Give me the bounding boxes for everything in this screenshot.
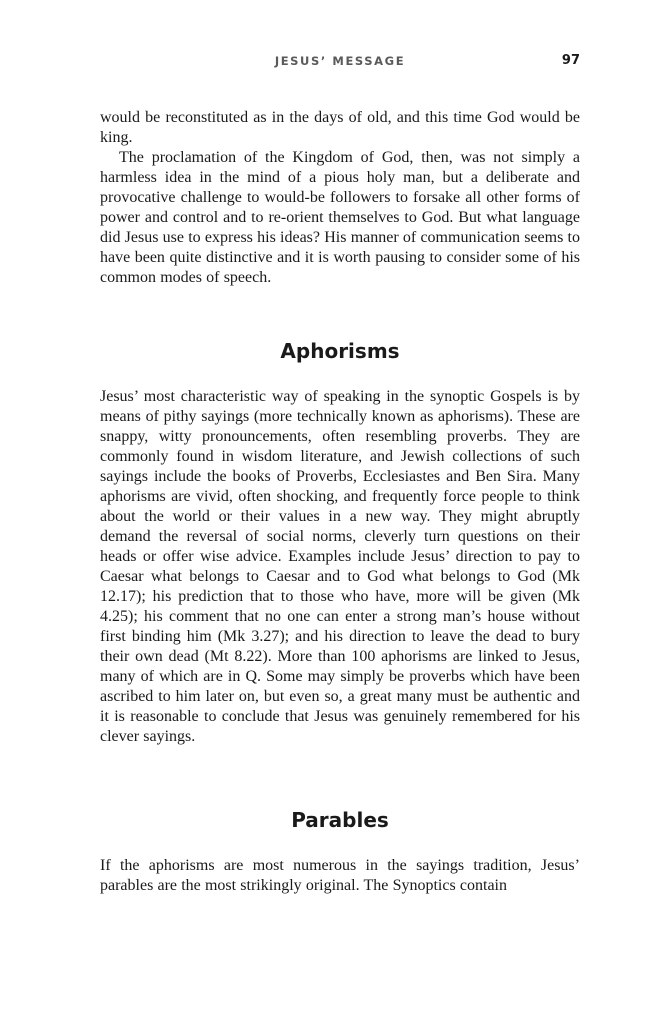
parables-text xyxy=(100,856,580,896)
aphorisms-text xyxy=(100,387,580,747)
body-paragraph: The proclamation of the Kingdom of God, then, was not simply a harmless idea in the mind of a pious holy man, but a deliberate and provocative challenge to would-be followers to forsake all other forms of power and control and to re-orient themselves to God. But what language did Jesus use to express his ideas? His manner of communication seems to have been quite distinctive and it is worth pausing to consider some of his common modes of speech. xyxy=(100,149,580,286)
opening-text xyxy=(100,108,580,288)
page-number: 97 xyxy=(561,53,580,68)
body-paragraph: If the aphorisms are most numerous in the sayings tradition, Jesus’ parables are the most strikingly original. The Synoptics contain xyxy=(100,857,580,894)
body-paragraph: Jesus’ most characteristic way of speaking in the synoptic Gospels is by means of pithy sayings (more technically known as aphorisms). These are snappy, witty pronouncements, often resembling proverbs. They are commonly found in wisdom literature, and Jewish collections of such sayings include the books of Proverbs, Ecclesiastes and Ben Sira. Many aphorisms are vivid, often shocking, and frequently force people to think about the world or their values in a new way. They might abruptly demand the reversal of social norms, cleverly turn questions on their heads or offer wise advice. Examples include Jesus’ direction to pay to Caesar what belongs to Caesar and to God what belongs to God (Mk 12.17); his prediction that to those who have, more will be given (Mk 4.25); his comment that no one can enter a strong man’s house without first binding him (Mk 3.27); and his direction to leave the dead to bury their own dead (Mt 8.22). More than 100 aphorisms are linked to Jesus, many of which are in Q. Some may simply be proverbs which have been ascribed to him later on, but even so, a great many must be authentic and it is reasonable to conclude that Jesus was genuinely remembered for his clever sayings. xyxy=(100,388,580,745)
section-heading-aphorisms: Aphorisms xyxy=(280,339,400,363)
continuation-paragraph: would be reconstituted as in the days of old, and this time God would be king. xyxy=(100,109,580,146)
running-title: JESUS’ MESSAGE xyxy=(274,54,406,68)
section-heading-parables: Parables xyxy=(291,808,389,832)
running-header xyxy=(100,54,580,70)
